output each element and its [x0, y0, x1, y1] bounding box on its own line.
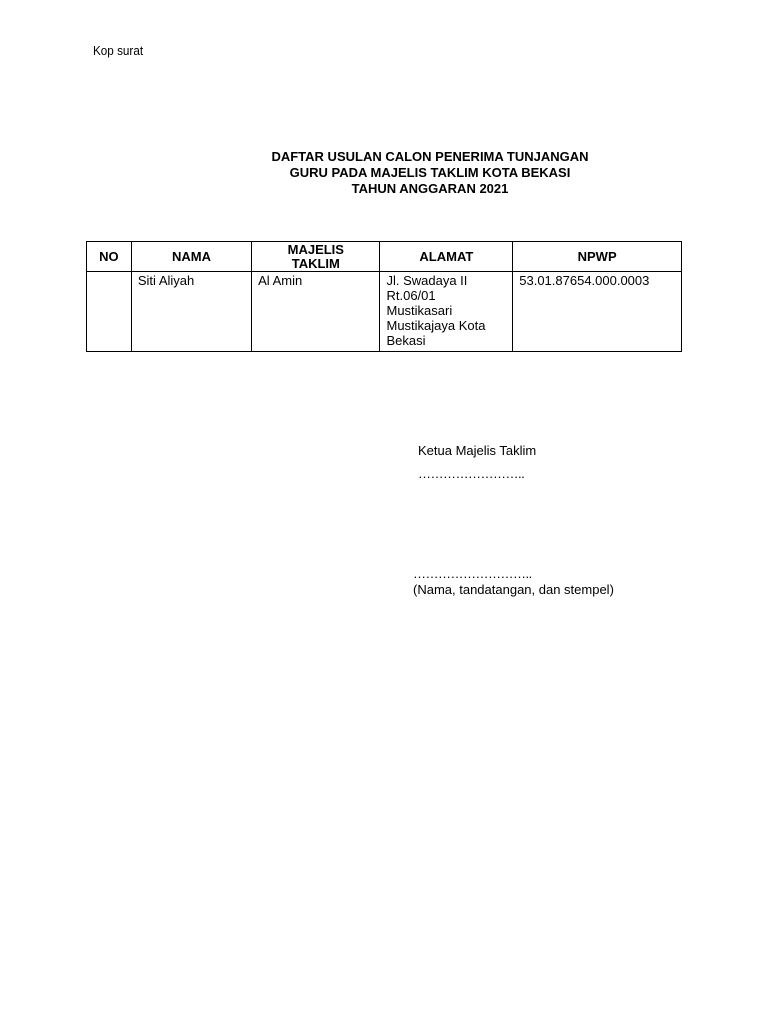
alamat-line: Bekasi — [386, 333, 426, 348]
cell-no — [87, 272, 132, 352]
column-header-majelis-taklim — [252, 242, 380, 272]
alamat-line: Mustikasari — [386, 303, 453, 318]
document-title — [230, 149, 630, 197]
cell-majelis-taklim: Al Amin — [252, 272, 380, 352]
letterhead-placeholder: Kop surat — [93, 43, 144, 58]
column-header-nama: NAMA — [131, 242, 251, 272]
signatory-role: Ketua Majelis Taklim — [418, 443, 537, 458]
table-row — [87, 272, 682, 352]
column-header-majelis-line-2: TAKLIM — [291, 255, 340, 271]
recipient-table — [86, 241, 682, 352]
column-header-npwp: NPWP — [513, 242, 682, 272]
title-line-1: DAFTAR USULAN CALON PENERIMA TUNJANGAN — [271, 149, 589, 164]
cell-npwp: 53.01.87654.000.0003 — [513, 272, 682, 352]
alamat-line: Mustikajaya Kota — [386, 318, 486, 333]
column-header-majelis-line-1: MAJELIS — [287, 241, 344, 257]
title-line-2: GURU PADA MAJELIS TAKLIM KOTA BEKASI — [289, 165, 571, 180]
signatory-place-date-blank: …………………….. — [418, 466, 525, 481]
alamat-line: Rt.06/01 — [386, 288, 436, 303]
cell-nama: Siti Aliyah — [131, 272, 251, 352]
cell-alamat — [380, 272, 513, 352]
alamat-line: Jl. Swadaya II — [386, 273, 468, 288]
table-header-row — [87, 242, 682, 272]
column-header-no: NO — [87, 242, 132, 272]
signature-name-blank: ……………………….. — [413, 566, 532, 581]
signature-caption: (Nama, tandatangan, dan stempel) — [413, 582, 614, 597]
column-header-alamat: ALAMAT — [380, 242, 513, 272]
title-line-3: TAHUN ANGGARAN 2021 — [351, 181, 509, 196]
